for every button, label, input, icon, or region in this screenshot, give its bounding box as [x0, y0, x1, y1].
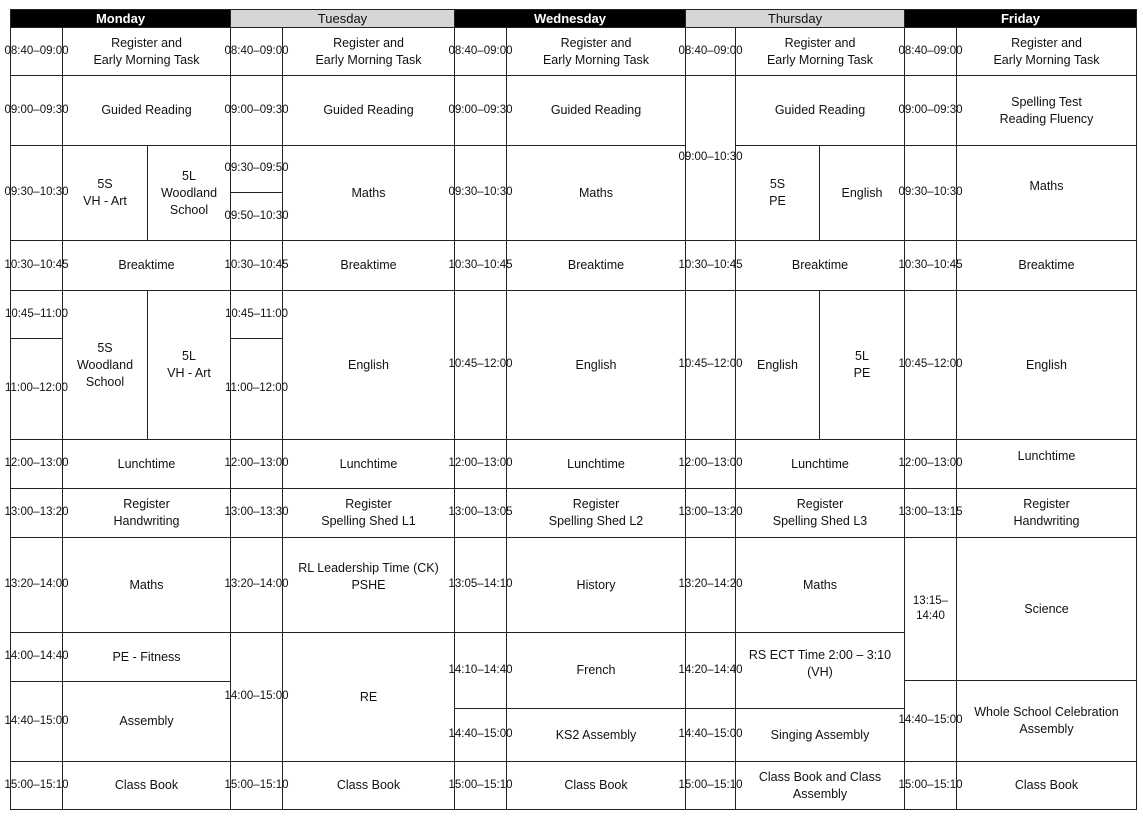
lesson-cell: Spelling Test Reading Fluency	[956, 75, 1137, 146]
header-monday: Monday	[10, 9, 231, 28]
time-cell: 14:00 – 15:00	[230, 632, 283, 762]
time-cell: 08:40 – 09:00	[10, 27, 63, 76]
time-cell: 11:00 – 12:00	[230, 338, 283, 440]
lesson-cell: Assembly	[62, 681, 231, 762]
lesson-cell: Register Spelling Shed L3	[735, 488, 905, 538]
time-cell: 14:10 – 14:40	[454, 632, 507, 709]
lesson-cell: Lunchtime	[62, 439, 231, 489]
lesson-cell: English	[735, 290, 820, 440]
lesson-cell: Register Handwriting	[62, 488, 231, 538]
lesson-cell: Register and Early Morning Task	[956, 27, 1137, 76]
time-cell: 13:00 – 13:15	[904, 488, 957, 538]
lesson-cell: 5S VH - Art	[62, 145, 148, 241]
lesson-cell: RL Leadership Time (CK) PSHE	[282, 537, 455, 633]
time-cell: 14:00 – 14:40	[10, 632, 63, 682]
header-tuesday: Tuesday	[230, 9, 455, 28]
time-cell: 08:40 – 09:00	[454, 27, 507, 76]
time-cell: 09:00 – 09:30	[230, 75, 283, 146]
time-cell: 13:20 – 14:00	[10, 537, 63, 633]
time-cell: 13:15– 14:40	[904, 537, 957, 681]
time-cell: 12:00 – 13:00	[10, 439, 63, 489]
time-cell: 09:30 – 09:50	[230, 145, 283, 193]
time-cell: 10:45 – 11:00	[10, 290, 63, 339]
lesson-cell: Singing Assembly	[735, 708, 905, 762]
header-friday: Friday	[904, 9, 1137, 28]
time-cell: 13:20 – 14:00	[230, 537, 283, 633]
lesson-cell: Guided Reading	[282, 75, 455, 146]
time-cell: 10:45 – 12:00	[454, 290, 507, 440]
lesson-cell: English	[956, 290, 1137, 440]
lesson-cell: Register and Early Morning Task	[282, 27, 455, 76]
lesson-cell: English	[282, 290, 455, 440]
lesson-cell: KS2 Assembly	[506, 708, 686, 762]
time-cell: 14:40 – 15:00	[685, 708, 736, 762]
time-cell: 13:05 – 14:10	[454, 537, 507, 633]
lesson-cell: PE - Fitness	[62, 632, 231, 682]
time-cell: 14:40 – 15:00	[454, 708, 507, 762]
time-cell: 09:30 – 10:30	[904, 145, 957, 241]
lesson-cell: Lunchtime	[506, 439, 686, 489]
lesson-cell: 5S Woodland School	[62, 290, 148, 440]
time-cell: 14:20 – 14:40	[685, 632, 736, 709]
lesson-cell: Register and Early Morning Task	[506, 27, 686, 76]
lesson-cell: Register Spelling Shed L1	[282, 488, 455, 538]
time-cell: 10:30 – 10:45	[454, 240, 507, 291]
lesson-cell: Lunchtime	[282, 439, 455, 489]
time-cell: 15:00 – 15:10	[454, 761, 507, 810]
time-cell: 14:40 – 15:00	[10, 681, 63, 762]
lesson-cell: Guided Reading	[506, 75, 686, 146]
lesson-cell: Maths	[506, 145, 686, 241]
lesson-cell: History	[506, 537, 686, 633]
time-cell: 09:30 – 10:30	[454, 145, 507, 241]
lesson-cell: 5S PE	[735, 145, 820, 241]
time-cell: 13:20 – 14:20	[685, 537, 736, 633]
lesson-cell: 5L Woodland School	[147, 145, 231, 241]
time-cell: 09:00 – 09:30	[904, 75, 957, 146]
lesson-cell: Class Book and Class Assembly	[735, 761, 905, 810]
time-cell: 10:30 – 10:45	[685, 240, 736, 291]
lesson-cell: 5L PE	[819, 290, 905, 440]
lesson-cell: Breaktime	[956, 240, 1137, 291]
time-cell: 15:00 – 15:10	[230, 761, 283, 810]
lesson-cell: RS ECT Time 2:00 – 3:10 (VH)	[735, 632, 905, 709]
lesson-cell: Maths	[956, 145, 1137, 241]
lesson-cell: Breaktime	[62, 240, 231, 291]
time-cell: 10:30 – 10:45	[10, 240, 63, 291]
lesson-cell: English	[819, 145, 905, 241]
lesson-cell: Class Book	[62, 761, 231, 810]
lesson-cell: Maths	[62, 537, 231, 633]
time-cell: 10:30 – 10:45	[904, 240, 957, 291]
lesson-cell: Guided Reading	[62, 75, 231, 146]
time-cell: 08:40 – 09:00	[904, 27, 957, 76]
time-cell: 10:45 – 11:00	[230, 290, 283, 339]
lesson-cell: Register and Early Morning Task	[62, 27, 231, 76]
time-cell: 13:00 – 13:30	[230, 488, 283, 538]
time-cell: 14:40 – 15:00	[904, 680, 957, 762]
time-cell: 09:00 – 09:30	[10, 75, 63, 146]
time-cell: 10:45 – 12:00	[904, 290, 957, 440]
time-cell: 11:00 – 12:00	[10, 338, 63, 440]
time-cell: 12:00 – 13:00	[904, 439, 957, 489]
lesson-cell: 5L VH - Art	[147, 290, 231, 440]
lesson-cell: Breaktime	[506, 240, 686, 291]
lesson-cell: Register Spelling Shed L2	[506, 488, 686, 538]
lesson-cell: Lunchtime	[956, 439, 1137, 489]
time-cell: 12:00 – 13:00	[685, 439, 736, 489]
lesson-cell: Whole School Celebration Assembly	[956, 680, 1137, 762]
lesson-cell: French	[506, 632, 686, 709]
time-cell: 13:00 – 13:20	[10, 488, 63, 538]
lesson-cell: RE	[282, 632, 455, 762]
lesson-cell: Guided Reading	[735, 75, 905, 146]
time-cell: 15:00 – 15:10	[10, 761, 63, 810]
lesson-cell: Science	[956, 537, 1137, 681]
lesson-cell: Lunchtime	[735, 439, 905, 489]
lesson-cell: Breaktime	[282, 240, 455, 291]
time-cell: 12:00 – 13:00	[454, 439, 507, 489]
lesson-cell: Class Book	[506, 761, 686, 810]
time-cell: 09:00 – 09:30	[454, 75, 507, 146]
lesson-cell: Class Book	[282, 761, 455, 810]
time-cell: 10:30 – 10:45	[230, 240, 283, 291]
lesson-cell: Register Handwriting	[956, 488, 1137, 538]
time-cell: 13:00 – 13:20	[685, 488, 736, 538]
lesson-cell: Breaktime	[735, 240, 905, 291]
lesson-cell: Maths	[282, 145, 455, 241]
time-cell: 10:45 – 12:00	[685, 290, 736, 440]
lesson-cell: English	[506, 290, 686, 440]
time-cell: 09:00 – 10:30	[685, 75, 736, 241]
header-wednesday: Wednesday	[454, 9, 686, 28]
time-cell: 12:00 – 13:00	[230, 439, 283, 489]
time-cell: 09:50 – 10:30	[230, 192, 283, 241]
time-cell: 15:00 – 15:10	[904, 761, 957, 810]
time-cell: 08:40 – 09:00	[685, 27, 736, 76]
lesson-cell: Register and Early Morning Task	[735, 27, 905, 76]
time-cell: 15:00 – 15:10	[685, 761, 736, 810]
time-cell: 13:00 – 13:05	[454, 488, 507, 538]
lesson-cell: Maths	[735, 537, 905, 633]
time-cell: 09:30 – 10:30	[10, 145, 63, 241]
lesson-cell: Class Book	[956, 761, 1137, 810]
time-cell: 08:40 – 09:00	[230, 27, 283, 76]
header-thursday: Thursday	[685, 9, 905, 28]
